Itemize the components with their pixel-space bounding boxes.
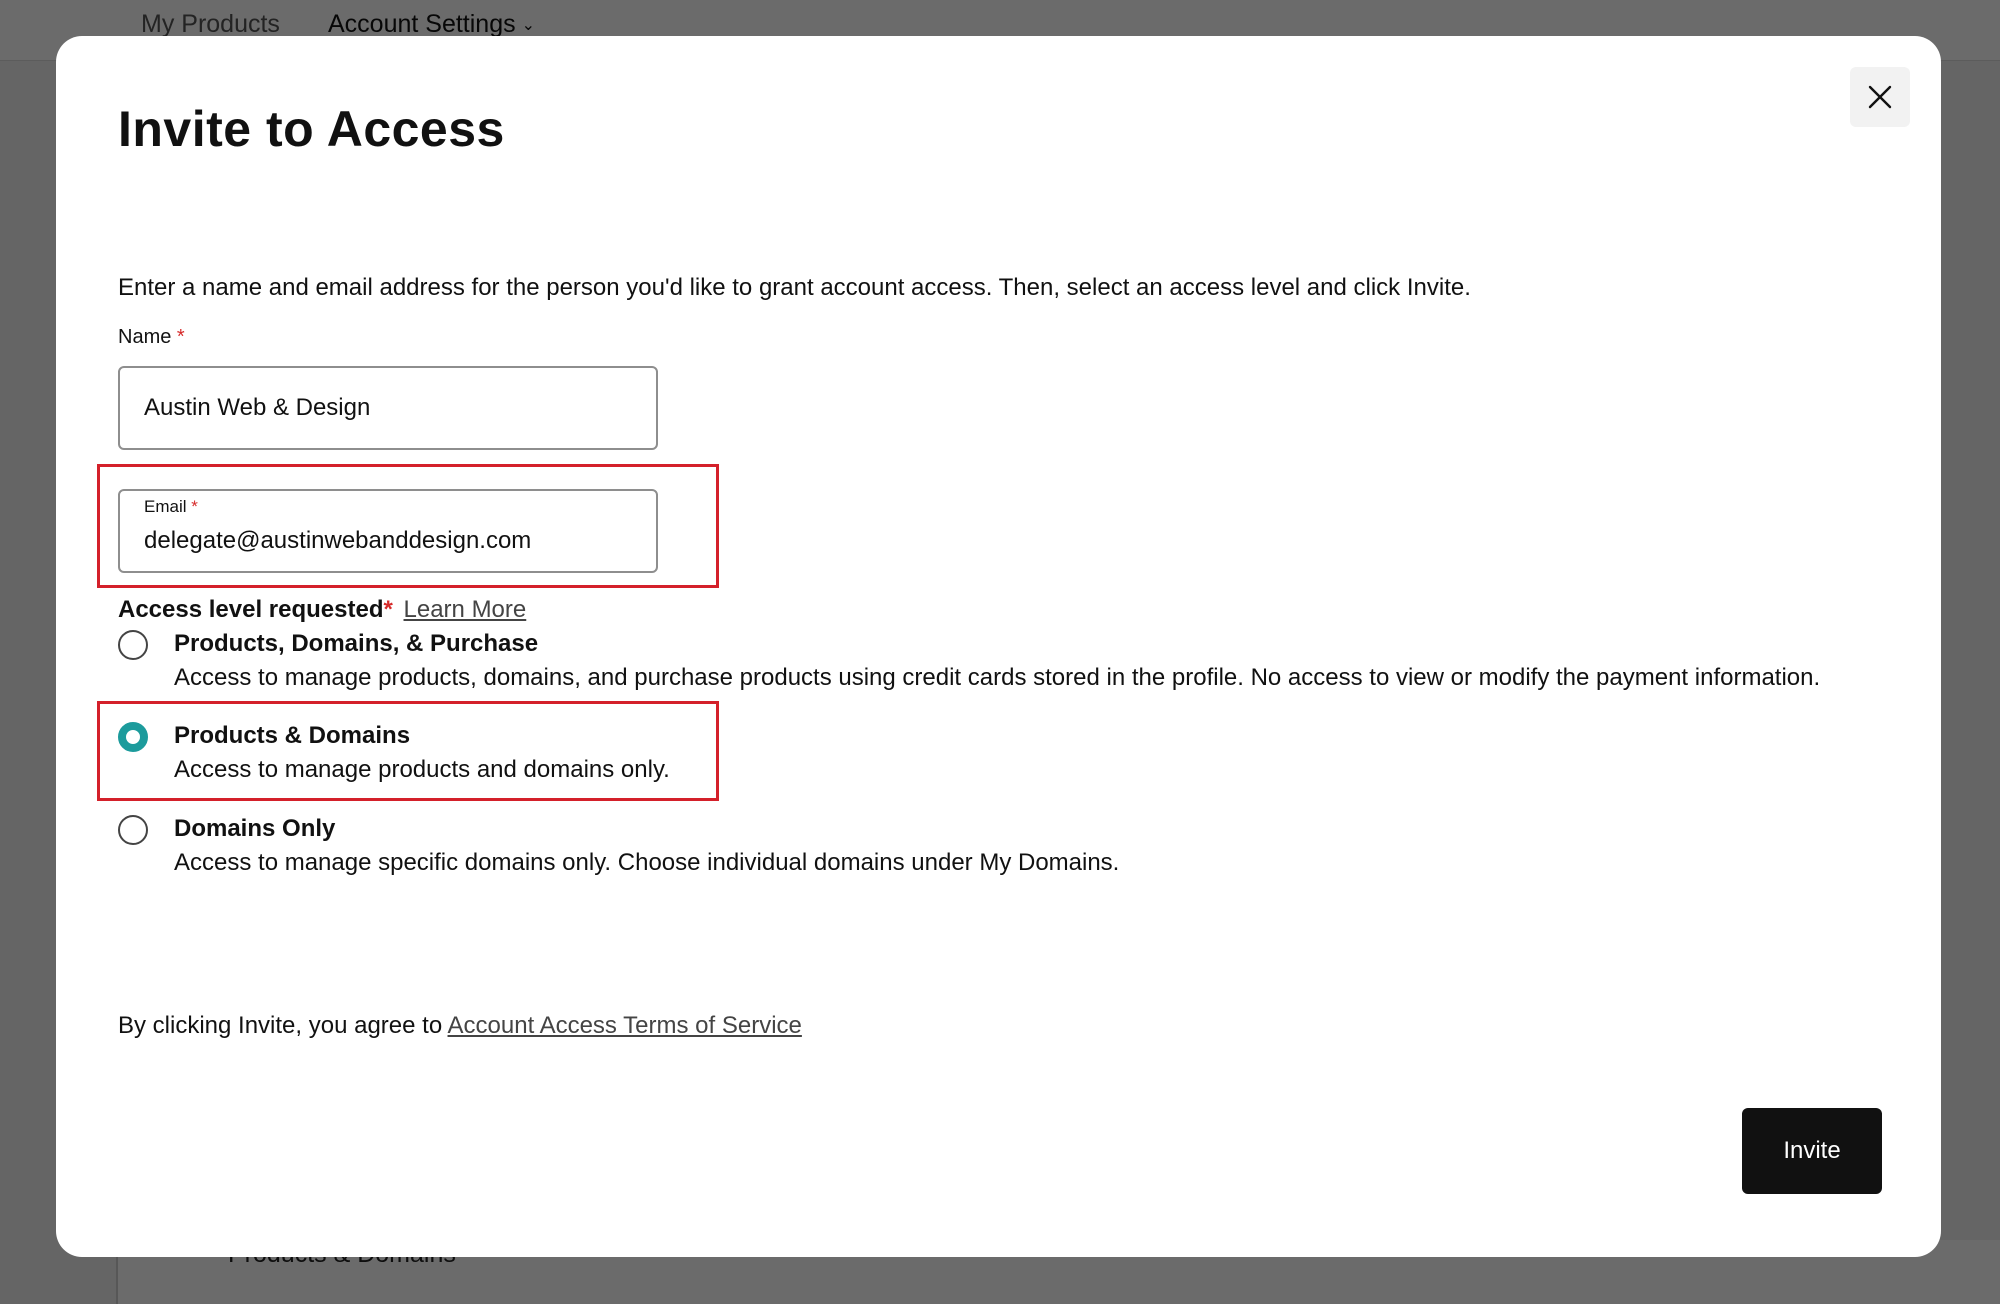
radio-option-description: Access to manage products and domains only. [174, 756, 670, 783]
selected-option-highlight-box [97, 701, 719, 801]
email-label-text: Email [144, 497, 187, 516]
learn-more-link[interactable]: Learn More [403, 596, 527, 623]
invite-button[interactable]: Invite [1742, 1108, 1882, 1194]
email-input[interactable] [144, 527, 634, 555]
radio-option-title: Domains Only [174, 815, 336, 842]
name-required-mark: * [176, 326, 185, 348]
modal-title: Invite to Access [118, 101, 505, 157]
email-label [144, 497, 198, 517]
terms-text [118, 1012, 802, 1040]
radio-option-description: Access to manage specific domains only. Choose individual domains under My Domains. [174, 849, 1120, 876]
radio-button-selected[interactable] [118, 722, 148, 752]
name-input[interactable] [118, 366, 658, 450]
access-level-label [118, 596, 526, 624]
radio-button[interactable] [118, 630, 148, 660]
email-field[interactable] [118, 489, 658, 573]
email-required-mark: * [191, 497, 198, 516]
name-label [118, 326, 185, 349]
intro-text: Enter a name and email address for the person you'd like to grant account access. Then, select an access level and click Invite. [118, 274, 1471, 301]
terms-of-service-link[interactable]: Account Access Terms of Service [447, 1012, 802, 1039]
radio-option-title: Products & Domains [174, 722, 411, 749]
close-icon [1868, 85, 1892, 109]
terms-prefix: By clicking Invite, you agree to [118, 1012, 443, 1039]
radio-option-description: Access to manage products, domains, and purchase products using credit cards stored in the profile. No access to view or modify the payment information. [174, 664, 1821, 691]
access-required-mark: * [383, 596, 393, 623]
radio-button[interactable] [118, 815, 148, 845]
radio-option-title: Products, Domains, & Purchase [174, 630, 539, 657]
name-label-text: Name [118, 326, 172, 348]
access-level-label-text: Access level requested [118, 596, 384, 623]
invite-modal [56, 36, 1941, 1257]
close-button[interactable] [1850, 67, 1910, 127]
